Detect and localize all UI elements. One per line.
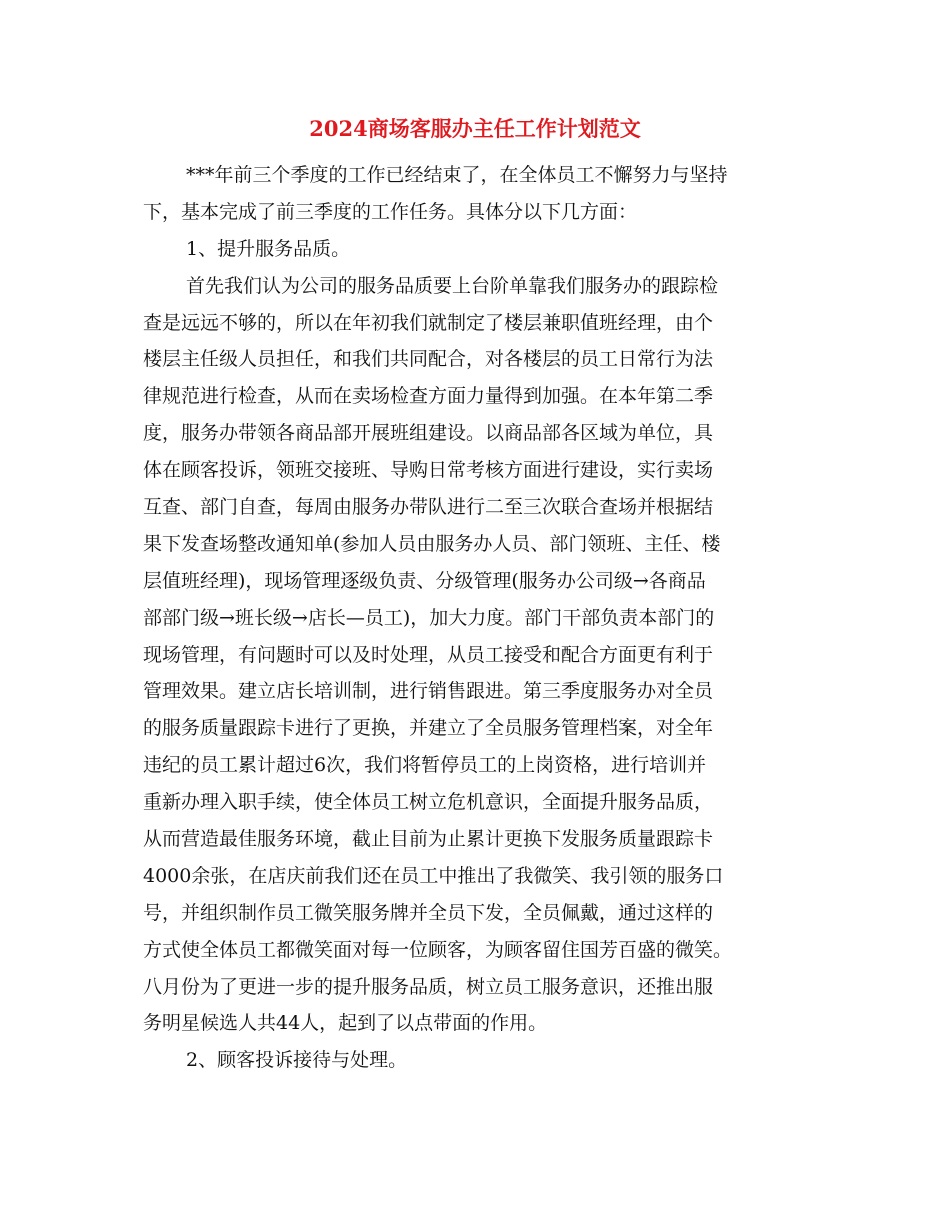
paragraph-line: 4000余张，在店庆前我们还在员工中推出了我微笑、我引领的服务口	[143, 864, 724, 887]
paragraph-line: 务明星候选人共44人，起到了以点带面的作用。	[143, 1012, 548, 1035]
paragraph-line: 方式使全体员工都微笑面对每一位顾客，为顾客留住国芳百盛的微笑。	[143, 938, 733, 961]
paragraph-line: 重新办理入职手续，使全体员工树立危机意识，全面提升服务品质，	[143, 791, 714, 814]
paragraph-line: 查是远远不够的，所以在年初我们就制定了楼层兼职值班经理，由个	[143, 311, 714, 334]
section-heading: 1、提升服务品质。	[186, 237, 351, 260]
paragraph-line: 度，服务办带领各商品部开展班组建设。以商品部各区域为单位，具	[143, 422, 714, 445]
paragraph-line: 现场管理，有问题时可以及时处理，从员工接受和配合方面更有利于	[143, 643, 714, 666]
paragraph-line: 律规范进行检查，从而在卖场检查方面力量得到加强。在本年第二季	[143, 385, 714, 408]
paragraph-line: 下，基本完成了前三季度的工作任务。具体分以下几方面：	[143, 200, 638, 223]
document-title: 2024商场客服办主任工作计划范文	[309, 116, 641, 141]
paragraph-line: 的服务质量跟踪卡进行了更换，并建立了全员服务管理档案，对全年	[143, 717, 714, 740]
paragraph-line: 部部门级→班长级→店长—员工)，加大力度。部门干部负责本部门的	[143, 606, 715, 629]
section-heading: 2、顾客投诉接待与处理。	[186, 1049, 408, 1072]
paragraph-line: 违纪的员工累计超过6次，我们将暂停员工的上岗资格，进行培训并	[143, 754, 707, 777]
paragraph-line: 果下发查场整改通知单(参加人员由服务办人员、部门领班、主任、楼	[143, 532, 721, 555]
paragraph-line: 楼层主任级人员担任，和我们共同配合，对各楼层的员工日常行为法	[143, 348, 714, 371]
paragraph-line: ***年前三个季度的工作已经结束了，在全体员工不懈努力与坚持	[186, 164, 728, 186]
document-body	[143, 157, 807, 1079]
paragraph-line: 号，并组织制作员工微笑服务牌并全员下发，全员佩戴，通过这样的	[143, 901, 714, 924]
paragraph-line: 首先我们认为公司的服务品质要上台阶单靠我们服务办的跟踪检	[186, 274, 719, 297]
paragraph-line: 层值班经理)，现场管理逐级负责、分级管理(服务办公司级→各商品	[143, 569, 706, 592]
paragraph-line: 管理效果。建立店长培训制，进行销售跟进。第三季度服务办对全员	[143, 680, 714, 703]
paragraph-line: 八月份为了更进一步的提升服务品质，树立员工服务意识，还推出服	[143, 975, 714, 998]
paragraph-line: 互查、部门自查，每周由服务办带队进行二至三次联合查场并根据结	[143, 496, 714, 519]
paragraph-line: 从而营造最佳服务环境，截止目前为止累计更换下发服务质量跟踪卡	[143, 828, 714, 851]
paragraph-line: 体在顾客投诉，领班交接班、导购日常考核方面进行建设，实行卖场	[143, 459, 714, 482]
